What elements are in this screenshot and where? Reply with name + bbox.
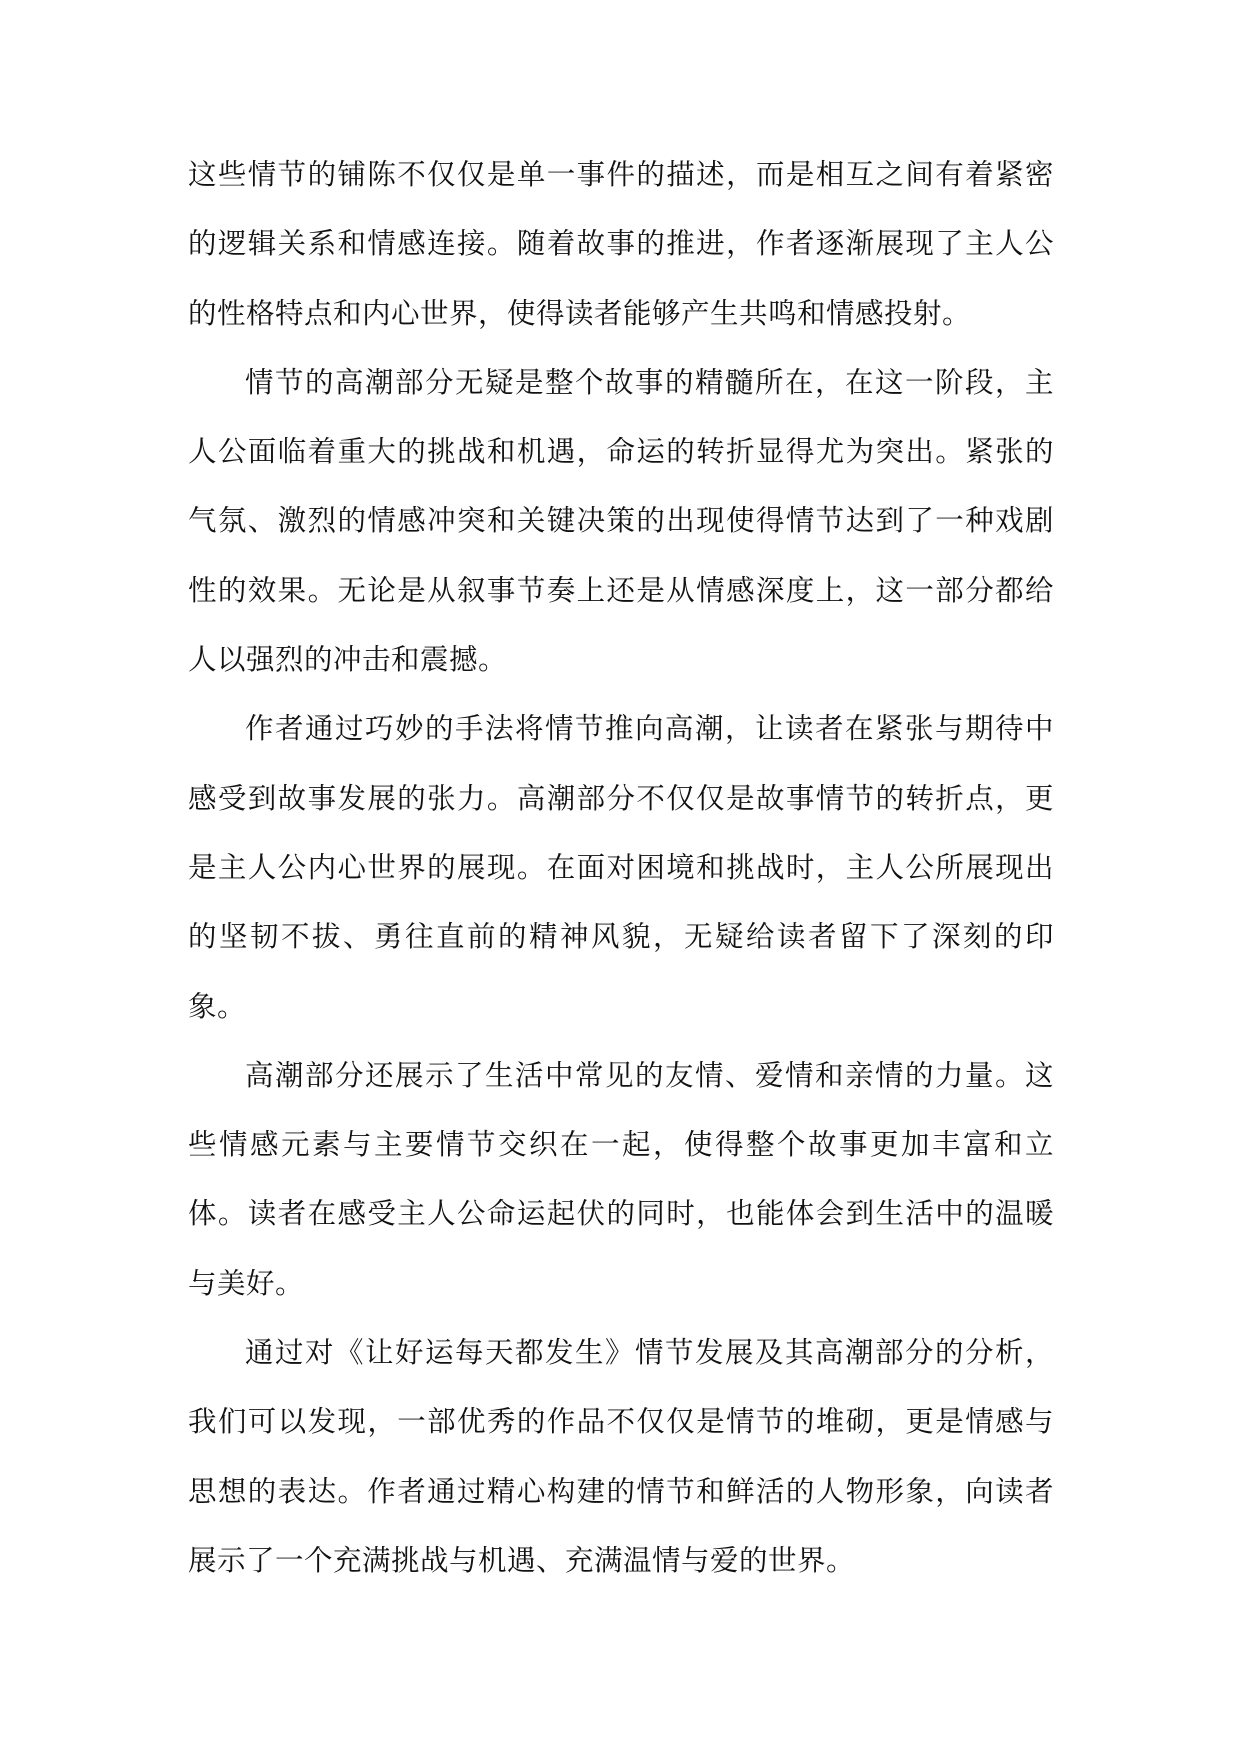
paragraph-4: 高潮部分还展示了生活中常见的友情、爱情和亲情的力量。这些情感元素与主要情节交织在一起，使得整个故事更加丰富和立体。读者在感受主人公命运起伏的同时，也能体会到生活中的温暖与美好。 — [188, 1058, 1054, 1300]
paragraph-1: 这些情节的铺陈不仅仅是单一事件的描述，而是相互之间有着紧密的逻辑关系和情感连接。随着故事的推进，作者逐渐展现了主人公的性格特点和内心世界，使得读者能够产生共鸣和情感投射。 — [188, 158, 1054, 330]
document-body — [188, 140, 1054, 1595]
paragraph-2: 情节的高潮部分无疑是整个故事的精髓所在，在这一阶段，主人公面临着重大的挑战和机遇，命运的转折显得尤为突出。紧张的气氛、激烈的情感冲突和关键决策的出现使得情节达到了一种戏剧性的效果。无论是从叙事节奏上还是从情感深度上，这一部分都给人以强烈的冲击和震撼。 — [188, 365, 1054, 677]
paragraph-5: 通过对《让好运每天都发生》情节发展及其高潮部分的分析，我们可以发现，一部优秀的作品不仅仅是情节的堆砌，更是情感与思想的表达。作者通过精心构建的情节和鲜活的人物形象，向读者展示了一个充满挑战与机遇、充满温情与爱的世界。 — [188, 1336, 1054, 1577]
paragraph-3: 作者通过巧妙的手法将情节推向高潮，让读者在紧张与期待中感受到故事发展的张力。高潮部分不仅仅是故事情节的转折点，更是主人公内心世界的展现。在面对困境和挑战时，主人公所展现出的坚韧不拔、勇往直前的精神风貌，无疑给读者留下了深刻的印象。 — [188, 712, 1054, 1023]
